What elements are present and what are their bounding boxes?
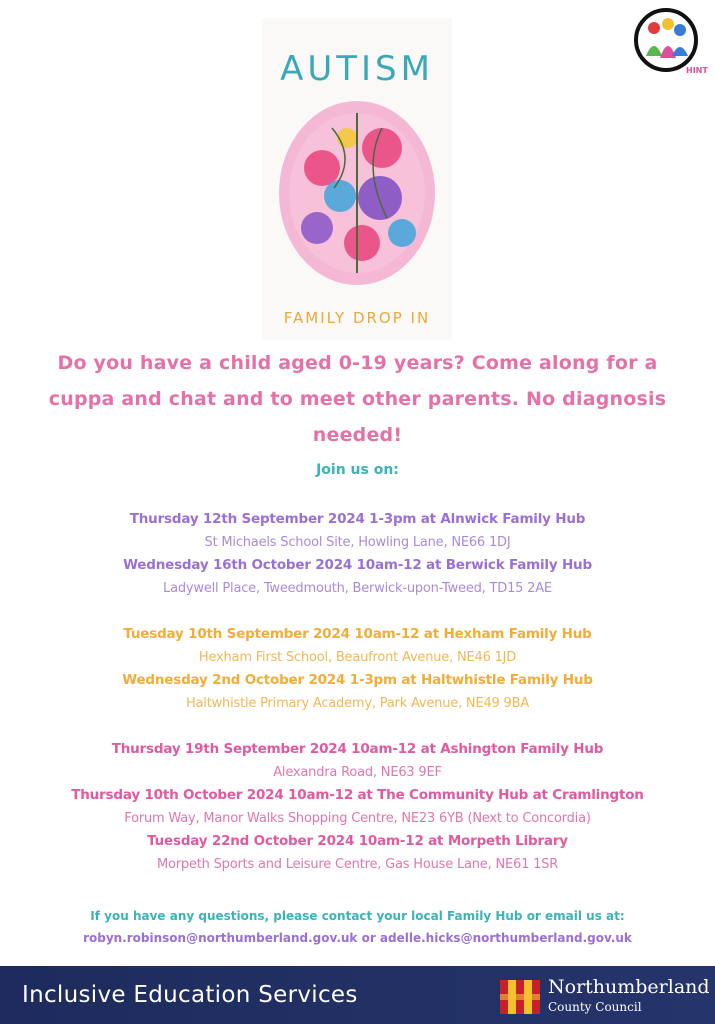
council-crest-icon bbox=[500, 980, 540, 1014]
contact-question: If you have any questions, please contact your local Family Hub or email us at: bbox=[90, 909, 625, 923]
event-title: Thursday 12th September 2024 1-3pm at Alnwick Family Hub bbox=[129, 511, 586, 527]
partner-logo-text: HINT bbox=[686, 66, 708, 75]
council-name: Northumberland bbox=[548, 976, 710, 998]
event-title: Wednesday 16th October 2024 10am-12 at Berwick Family Hub bbox=[123, 557, 592, 573]
event-title: Wednesday 2nd October 2024 1-3pm at Haltwhistle Family Hub bbox=[122, 672, 593, 688]
join-label: Join us on: bbox=[316, 462, 399, 478]
event-address: Morpeth Sports and Leisure Centre, Gas House Lane, NE61 1SR bbox=[156, 857, 559, 872]
events-list bbox=[0, 508, 715, 876]
event-address: St Michaels School Site, Howling Lane, NE66 1DJ bbox=[204, 535, 511, 550]
headline: Do you have a child aged 0-19 years? Come along for a cuppa and chat and to meet other parents. No diagnosis needed! bbox=[48, 352, 667, 446]
event-address: Alexandra Road, NE63 9EF bbox=[273, 765, 442, 780]
poster-title: AUTISM bbox=[280, 49, 434, 89]
contact-emails[interactable]: robyn.robinson@northumberland.gov.uk or adelle.hicks@northumberland.gov.uk bbox=[83, 931, 632, 945]
event-title: Tuesday 22nd October 2024 10am-12 at Morpeth Library bbox=[147, 833, 568, 849]
council-subtitle: County Council bbox=[548, 1000, 642, 1014]
event-address: Ladywell Place, Tweedmouth, Berwick-upon-Tweed, TD15 2AE bbox=[163, 581, 552, 596]
contact-info bbox=[0, 905, 715, 949]
partner-logo bbox=[628, 6, 708, 76]
footer-banner bbox=[0, 966, 715, 1024]
event-title: Thursday 19th September 2024 10am-12 at Ashington Family Hub bbox=[111, 741, 604, 757]
event-address: Haltwhistle Primary Academy, Park Avenue, NE49 9BA bbox=[185, 696, 530, 711]
event-address: Forum Way, Manor Walks Shopping Centre, NE23 6YB (Next to Concordia) bbox=[124, 811, 591, 826]
autism-brain-artwork bbox=[262, 18, 452, 340]
event-address: Hexham First School, Beaufront Avenue, NE46 1JD bbox=[198, 650, 517, 665]
poster-subtitle: FAMILY DROP IN bbox=[283, 309, 431, 327]
event-title: Tuesday 10th September 2024 10am-12 at Hexham Family Hub bbox=[123, 626, 592, 642]
service-name: Inclusive Education Services bbox=[22, 982, 358, 1008]
event-title: Thursday 10th October 2024 10am-12 at The Community Hub at Cramlington bbox=[71, 787, 644, 803]
